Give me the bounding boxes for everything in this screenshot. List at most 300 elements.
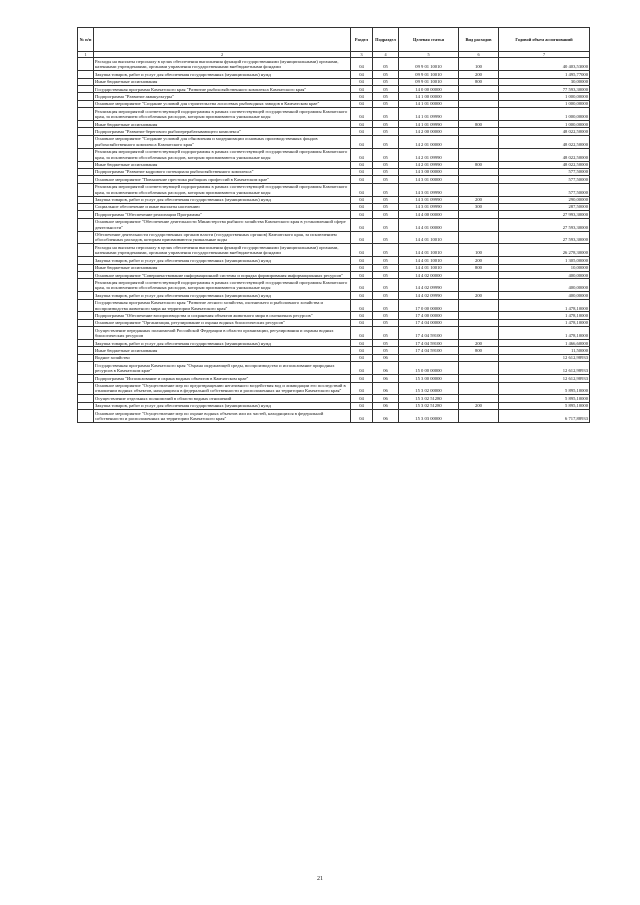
cell-amt: 1 478,10000 bbox=[499, 299, 590, 312]
cell-vr: 800 bbox=[459, 78, 499, 85]
table-row bbox=[78, 231, 590, 244]
cell-sec: 04 bbox=[351, 148, 373, 161]
cell-amt: 290,00000 bbox=[499, 196, 590, 203]
table-row bbox=[78, 218, 590, 231]
cell-num bbox=[78, 279, 94, 292]
cell-amt: 1 000,00000 bbox=[499, 93, 590, 100]
cell-sec: 04 bbox=[351, 354, 373, 361]
table-body bbox=[78, 58, 590, 423]
cell-sub: 06 bbox=[373, 402, 399, 409]
cell-sub: 06 bbox=[373, 382, 399, 395]
cell-sec: 04 bbox=[351, 402, 373, 409]
cell-amt: 400,00000 bbox=[499, 279, 590, 292]
cell-vr bbox=[459, 86, 499, 93]
cell-sec: 04 bbox=[351, 272, 373, 279]
cell-num bbox=[78, 93, 94, 100]
cell-sec: 04 bbox=[351, 410, 373, 423]
table-row bbox=[78, 382, 590, 395]
cell-sec: 04 bbox=[351, 121, 373, 128]
cell-sec: 04 bbox=[351, 135, 373, 148]
cell-name: Подпрограмма "Развитие аквакультуры" bbox=[94, 93, 351, 100]
cell-sec: 04 bbox=[351, 257, 373, 264]
cell-vr bbox=[459, 176, 499, 183]
cell-sec: 04 bbox=[351, 168, 373, 175]
cell-vr: 800 bbox=[459, 161, 499, 168]
cell-sub: 05 bbox=[373, 203, 399, 210]
cell-sec: 04 bbox=[351, 196, 373, 203]
cell-num bbox=[78, 244, 94, 257]
cell-amt: 77 593,30000 bbox=[499, 86, 590, 93]
cell-num bbox=[78, 312, 94, 319]
cell-tgt: 14 1 01 00000 bbox=[399, 100, 459, 107]
cell-sub: 05 bbox=[373, 168, 399, 175]
cell-num bbox=[78, 292, 94, 299]
cell-sub: 05 bbox=[373, 257, 399, 264]
cell-vr: 300 bbox=[459, 203, 499, 210]
cell-num bbox=[78, 382, 94, 395]
col-index: 3 bbox=[351, 52, 373, 58]
cell-amt: 30,00000 bbox=[499, 78, 590, 85]
cell-name: Реализация мероприятий соответствующей подпрограммы в рамках соответствующей государственной программы Камчатского края, за исключением обособленных расходов, которым присваиваются уникальные коды bbox=[94, 279, 351, 292]
cell-num bbox=[78, 218, 94, 231]
cell-amt: 1 478,10000 bbox=[499, 312, 590, 319]
cell-name: Основное мероприятие "Создание условий для строительства лососевых рыбоводных заводов в Камчатском крае" bbox=[94, 100, 351, 107]
cell-amt: 1 000,00000 bbox=[499, 121, 590, 128]
cell-sub: 05 bbox=[373, 135, 399, 148]
cell-vr: 200 bbox=[459, 71, 499, 78]
cell-sub: 05 bbox=[373, 71, 399, 78]
cell-sec: 04 bbox=[351, 218, 373, 231]
cell-tgt: 14 4 01 10010 bbox=[399, 244, 459, 257]
cell-vr bbox=[459, 395, 499, 402]
cell-sec: 04 bbox=[351, 327, 373, 340]
cell-sub: 06 bbox=[373, 375, 399, 382]
cell-tgt: 17 4 04 59100 bbox=[399, 347, 459, 354]
cell-sec: 04 bbox=[351, 340, 373, 347]
cell-tgt: 15 3 02 51280 bbox=[399, 395, 459, 402]
cell-num bbox=[78, 128, 94, 135]
cell-num bbox=[78, 362, 94, 375]
table-row bbox=[78, 148, 590, 161]
table-row bbox=[78, 168, 590, 175]
cell-tgt: 14 3 01 09990 bbox=[399, 203, 459, 210]
cell-tgt: 14 4 01 10010 bbox=[399, 231, 459, 244]
cell-vr bbox=[459, 100, 499, 107]
table-row bbox=[78, 272, 590, 279]
cell-name: Иные бюджетные ассигнования bbox=[94, 347, 351, 354]
cell-vr: 200 bbox=[459, 292, 499, 299]
cell-amt: 48 022,50000 bbox=[499, 128, 590, 135]
cell-vr bbox=[459, 375, 499, 382]
cell-sub: 05 bbox=[373, 58, 399, 71]
cell-amt: 1 478,10000 bbox=[499, 319, 590, 326]
cell-num bbox=[78, 272, 94, 279]
cell-amt: 1 495,77000 bbox=[499, 71, 590, 78]
cell-tgt: 17 4 04 59100 bbox=[399, 340, 459, 347]
cell-vr bbox=[459, 312, 499, 319]
cell-tgt: 14 3 01 09990 bbox=[399, 196, 459, 203]
cell-vr bbox=[459, 93, 499, 100]
cell-sub: 05 bbox=[373, 312, 399, 319]
cell-vr bbox=[459, 231, 499, 244]
cell-amt: 287,50000 bbox=[499, 203, 590, 210]
table-row bbox=[78, 375, 590, 382]
cell-amt: 577,50000 bbox=[499, 168, 590, 175]
cell-sec: 04 bbox=[351, 264, 373, 271]
cell-vr: 200 bbox=[459, 402, 499, 409]
cell-sec: 04 bbox=[351, 93, 373, 100]
cell-amt: 12 612,98933 bbox=[499, 354, 590, 361]
cell-sec: 04 bbox=[351, 312, 373, 319]
cell-vr bbox=[459, 327, 499, 340]
cell-name: Реализация мероприятий соответствующей подпрограммы в рамках соответствующей государственной программы Камчатского края, за исключением обособленных расходов, которым присваиваются уникальные коды bbox=[94, 108, 351, 121]
cell-tgt: 14 2 01 09990 bbox=[399, 148, 459, 161]
table-row bbox=[78, 196, 590, 203]
cell-tgt: 15 3 00 00000 bbox=[399, 375, 459, 382]
budget-table bbox=[77, 27, 590, 423]
cell-name: Осуществление переданных полномочий Российской Федерации в области организации, регулирования и охраны водных биологических ресурсов bbox=[94, 327, 351, 340]
cell-sub: 05 bbox=[373, 183, 399, 196]
table-row bbox=[78, 211, 590, 218]
cell-sub: 05 bbox=[373, 86, 399, 93]
cell-num bbox=[78, 196, 94, 203]
cell-name: Осуществление отдельных полномочий в области водных отношений bbox=[94, 395, 351, 402]
cell-num bbox=[78, 176, 94, 183]
cell-sub: 06 bbox=[373, 410, 399, 423]
cell-tgt: 14 2 00 00000 bbox=[399, 128, 459, 135]
cell-num bbox=[78, 299, 94, 312]
col-index: 6 bbox=[459, 52, 499, 58]
cell-vr bbox=[459, 135, 499, 148]
cell-num bbox=[78, 100, 94, 107]
cell-vr: 200 bbox=[459, 196, 499, 203]
cell-sub: 05 bbox=[373, 148, 399, 161]
cell-name: Закупка товаров, работ и услуг для обеспечения государственных (муниципальных) нужд bbox=[94, 402, 351, 409]
cell-sub: 05 bbox=[373, 264, 399, 271]
cell-tgt: 14 2 01 00000 bbox=[399, 135, 459, 148]
cell-tgt: 14 3 01 09990 bbox=[399, 183, 459, 196]
col-index: 5 bbox=[399, 52, 459, 58]
table-row bbox=[78, 86, 590, 93]
cell-num bbox=[78, 135, 94, 148]
table-row bbox=[78, 203, 590, 210]
cell-vr bbox=[459, 299, 499, 312]
col-index: 7 bbox=[499, 52, 590, 58]
cell-sec: 04 bbox=[351, 161, 373, 168]
cell-amt: 577,50000 bbox=[499, 183, 590, 196]
table-row bbox=[78, 135, 590, 148]
table-row bbox=[78, 327, 590, 340]
cell-sub: 05 bbox=[373, 279, 399, 292]
table-row bbox=[78, 78, 590, 85]
cell-sub: 05 bbox=[373, 340, 399, 347]
header-exptype: Вид расходов bbox=[459, 28, 499, 52]
cell-amt: 5 895,10000 bbox=[499, 382, 590, 395]
cell-tgt: 09 9 01 10010 bbox=[399, 78, 459, 85]
cell-amt: 48 022,50000 bbox=[499, 135, 590, 148]
cell-sub: 06 bbox=[373, 354, 399, 361]
cell-vr bbox=[459, 279, 499, 292]
cell-name: Основное мероприятие "Повышение престижа рыбацких профессий в Камчатском крае" bbox=[94, 176, 351, 183]
cell-tgt: 17 4 00 00000 bbox=[399, 312, 459, 319]
cell-name: Закупка товаров, работ и услуг для обеспечения государственных (муниципальных) нужд bbox=[94, 196, 351, 203]
cell-sec: 04 bbox=[351, 78, 373, 85]
table-row bbox=[78, 319, 590, 326]
cell-tgt: 17 4 04 00000 bbox=[399, 319, 459, 326]
cell-num bbox=[78, 58, 94, 71]
cell-vr bbox=[459, 211, 499, 218]
cell-amt: 1 305,00000 bbox=[499, 257, 590, 264]
table-row bbox=[78, 347, 590, 354]
cell-num bbox=[78, 148, 94, 161]
cell-tgt bbox=[399, 354, 459, 361]
cell-tgt: 14 1 01 09990 bbox=[399, 108, 459, 121]
table-row bbox=[78, 183, 590, 196]
cell-amt: 577,50000 bbox=[499, 176, 590, 183]
col-index: 1 bbox=[78, 52, 94, 58]
table-row bbox=[78, 299, 590, 312]
cell-amt: 48 022,50000 bbox=[499, 148, 590, 161]
cell-tgt: 14 4 00 00000 bbox=[399, 211, 459, 218]
cell-vr: 200 bbox=[459, 257, 499, 264]
cell-name: Иные бюджетные ассигнования bbox=[94, 78, 351, 85]
table-row bbox=[78, 264, 590, 271]
header-target: Целевая статья bbox=[399, 28, 459, 52]
cell-tgt: 14 2 01 09990 bbox=[399, 161, 459, 168]
cell-sec: 04 bbox=[351, 176, 373, 183]
cell-tgt: 14 3 01 00000 bbox=[399, 176, 459, 183]
cell-vr bbox=[459, 362, 499, 375]
cell-sub: 05 bbox=[373, 292, 399, 299]
cell-num bbox=[78, 203, 94, 210]
table-row bbox=[78, 354, 590, 361]
cell-sub: 05 bbox=[373, 231, 399, 244]
cell-sec: 04 bbox=[351, 231, 373, 244]
cell-amt: 400,00000 bbox=[499, 272, 590, 279]
cell-amt: 27 593,30000 bbox=[499, 231, 590, 244]
cell-sec: 04 bbox=[351, 279, 373, 292]
cell-amt: 1 478,10000 bbox=[499, 327, 590, 340]
cell-num bbox=[78, 402, 94, 409]
cell-sub: 05 bbox=[373, 299, 399, 312]
cell-vr bbox=[459, 168, 499, 175]
cell-name: Закупка товаров, работ и услуг для обеспечения государственных (муниципальных) нужд bbox=[94, 292, 351, 299]
cell-sec: 04 bbox=[351, 395, 373, 402]
cell-name: Закупка товаров, работ и услуг для обеспечения государственных (муниципальных) нужд bbox=[94, 71, 351, 78]
table-row bbox=[78, 121, 590, 128]
cell-amt: 5 895,10000 bbox=[499, 402, 590, 409]
cell-tgt: 14 4 02 09990 bbox=[399, 292, 459, 299]
cell-vr bbox=[459, 128, 499, 135]
cell-vr: 800 bbox=[459, 347, 499, 354]
cell-sec: 04 bbox=[351, 183, 373, 196]
cell-sub: 05 bbox=[373, 100, 399, 107]
cell-sub: 05 bbox=[373, 211, 399, 218]
cell-sec: 04 bbox=[351, 86, 373, 93]
header-num: № п/п bbox=[78, 28, 94, 52]
cell-name: Основное мероприятие "Создание условий для обновления и модернизации основных производственных фондов рыбохозяйственного комплекса Камчатского края" bbox=[94, 135, 351, 148]
cell-tgt: 15 3 03 00000 bbox=[399, 410, 459, 423]
table-row bbox=[78, 279, 590, 292]
cell-sub: 05 bbox=[373, 218, 399, 231]
cell-sub: 05 bbox=[373, 161, 399, 168]
cell-num bbox=[78, 340, 94, 347]
cell-sub: 05 bbox=[373, 121, 399, 128]
cell-tgt: 14 0 00 00000 bbox=[399, 86, 459, 93]
cell-name: Основное мероприятие "Обеспечение деятельности Министерства рыбного хозяйства Камчатского края в установленной сфере деятельности" bbox=[94, 218, 351, 231]
cell-tgt: 09 9 01 10010 bbox=[399, 58, 459, 71]
cell-num bbox=[78, 231, 94, 244]
cell-tgt: 15 3 02 51280 bbox=[399, 402, 459, 409]
cell-sub: 05 bbox=[373, 78, 399, 85]
cell-vr: 800 bbox=[459, 121, 499, 128]
cell-sub: 05 bbox=[373, 176, 399, 183]
cell-sub: 05 bbox=[373, 272, 399, 279]
cell-vr bbox=[459, 319, 499, 326]
table-row bbox=[78, 58, 590, 71]
cell-num bbox=[78, 395, 94, 402]
cell-amt: 1 000,00000 bbox=[499, 108, 590, 121]
table-header-row bbox=[78, 28, 590, 52]
table-row bbox=[78, 161, 590, 168]
cell-name: Государственная программа Камчатского края "Развитие лесного хозяйства, охотничьего и рыболовного хозяйства и воспроизводства животного мира на территории Камчатского края" bbox=[94, 299, 351, 312]
cell-amt: 1 466,60000 bbox=[499, 340, 590, 347]
cell-name: Реализация мероприятий соответствующей подпрограммы в рамках соответствующей государственной программы Камчатского края, за исключением обособленных расходов, которым присваиваются уникальные коды bbox=[94, 183, 351, 196]
cell-amt: 11,50000 bbox=[499, 347, 590, 354]
cell-sec: 04 bbox=[351, 211, 373, 218]
cell-tgt: 14 4 01 10010 bbox=[399, 264, 459, 271]
table-row bbox=[78, 244, 590, 257]
cell-sec: 04 bbox=[351, 108, 373, 121]
cell-amt: 5 895,10000 bbox=[499, 395, 590, 402]
cell-num bbox=[78, 354, 94, 361]
col-index: 2 bbox=[94, 52, 351, 58]
table-row bbox=[78, 395, 590, 402]
cell-sec: 04 bbox=[351, 203, 373, 210]
cell-sub: 06 bbox=[373, 362, 399, 375]
cell-tgt: 14 4 01 00000 bbox=[399, 218, 459, 231]
cell-num bbox=[78, 161, 94, 168]
cell-name: Подпрограмма "Обеспечение воспроизводства и сохранения объектов животного мира в охотничьих ресурсов" bbox=[94, 312, 351, 319]
cell-sec: 04 bbox=[351, 362, 373, 375]
cell-num bbox=[78, 410, 94, 423]
cell-tgt: 15 3 02 00000 bbox=[399, 382, 459, 395]
cell-sec: 04 bbox=[351, 292, 373, 299]
cell-tgt: 14 1 01 09990 bbox=[399, 121, 459, 128]
table-row bbox=[78, 176, 590, 183]
table-row bbox=[78, 257, 590, 264]
cell-num bbox=[78, 257, 94, 264]
cell-sec: 04 bbox=[351, 128, 373, 135]
cell-num bbox=[78, 86, 94, 93]
cell-num bbox=[78, 211, 94, 218]
cell-amt: 12 612,98933 bbox=[499, 362, 590, 375]
cell-sec: 04 bbox=[351, 382, 373, 395]
cell-name: Основное мероприятие "Организация, регулирование и охрана водных биологических ресурсов" bbox=[94, 319, 351, 326]
cell-amt: 1 000,00000 bbox=[499, 100, 590, 107]
cell-name: Государственная программа Камчатского края "Охрана окружающей среды, воспроизводство и использование природных ресурсов в Камчатском крае" bbox=[94, 362, 351, 375]
table-row bbox=[78, 410, 590, 423]
cell-sec: 04 bbox=[351, 71, 373, 78]
header-amount: Годовой объем ассигнований bbox=[499, 28, 590, 52]
cell-name: Расходы на выплаты персоналу в целях обеспечения выполнения функций государственными (муниципальными) органами, казенными учреждениями, органами управления государственными внебюджетными фондами bbox=[94, 244, 351, 257]
cell-name: Подпрограмма "Развитие берегового рыбоперерабатывающего комплекса" bbox=[94, 128, 351, 135]
cell-vr bbox=[459, 183, 499, 196]
cell-name: Основное мероприятие "Осуществление мер по предотвращению негативного воздействия вод и ликвидации его последствий в отношении водных объектов, находящихся в федеральной собственности и расположенных на территории Камчатского края" bbox=[94, 382, 351, 395]
cell-name: Государственная программа Камчатского края "Развитие рыбохозяйственного комплекса Камчатского края" bbox=[94, 86, 351, 93]
table-row bbox=[78, 340, 590, 347]
cell-sec: 04 bbox=[351, 375, 373, 382]
cell-num bbox=[78, 375, 94, 382]
cell-sub: 05 bbox=[373, 108, 399, 121]
cell-name: Иные бюджетные ассигнования bbox=[94, 161, 351, 168]
cell-sec: 04 bbox=[351, 244, 373, 257]
cell-tgt: 14 4 01 10010 bbox=[399, 257, 459, 264]
cell-vr: 800 bbox=[459, 264, 499, 271]
cell-sec: 04 bbox=[351, 299, 373, 312]
cell-num bbox=[78, 168, 94, 175]
cell-vr: 100 bbox=[459, 244, 499, 257]
cell-name: Социальное обеспечение и иные выплаты населению bbox=[94, 203, 351, 210]
cell-tgt: 14 4 02 09990 bbox=[399, 279, 459, 292]
cell-sub: 06 bbox=[373, 395, 399, 402]
cell-vr: 100 bbox=[459, 58, 499, 71]
table-row bbox=[78, 292, 590, 299]
cell-num bbox=[78, 121, 94, 128]
cell-name: Подпрограмма "Обеспечение реализации Программы" bbox=[94, 211, 351, 218]
cell-tgt: 17 0 00 00000 bbox=[399, 299, 459, 312]
cell-name: Иные бюджетные ассигнования bbox=[94, 264, 351, 271]
table-row bbox=[78, 362, 590, 375]
table-row bbox=[78, 312, 590, 319]
cell-tgt: 17 4 04 59100 bbox=[399, 327, 459, 340]
cell-tgt: 09 9 01 10010 bbox=[399, 71, 459, 78]
cell-name: Основное мероприятие "Совершенствование информационной системы и порядка формирования информационных ресурсов" bbox=[94, 272, 351, 279]
cell-sec: 04 bbox=[351, 347, 373, 354]
cell-amt: 12 612,98933 bbox=[499, 375, 590, 382]
cell-vr: 200 bbox=[459, 340, 499, 347]
header-section: Раздел bbox=[351, 28, 373, 52]
cell-num bbox=[78, 319, 94, 326]
cell-sub: 05 bbox=[373, 319, 399, 326]
cell-amt: 27 993,30000 bbox=[499, 211, 590, 218]
cell-tgt: 14 3 00 00000 bbox=[399, 168, 459, 175]
table-row bbox=[78, 71, 590, 78]
cell-amt: 27 593,30000 bbox=[499, 218, 590, 231]
cell-num bbox=[78, 183, 94, 196]
cell-num bbox=[78, 108, 94, 121]
table-row bbox=[78, 93, 590, 100]
header-name bbox=[94, 28, 351, 52]
cell-sub: 05 bbox=[373, 347, 399, 354]
cell-vr bbox=[459, 108, 499, 121]
cell-name: Расходы на выплаты персоналу в целях обеспечения выполнения функций государственными (муниципальными) органами, казенными учреждениями, органами управления государственными внебюджетными фондами bbox=[94, 58, 351, 71]
cell-name: Закупка товаров, работ и услуг для обеспечения государственных (муниципальных) нужд bbox=[94, 257, 351, 264]
cell-tgt: 14 1 00 00000 bbox=[399, 93, 459, 100]
col-index: 4 bbox=[373, 52, 399, 58]
cell-num bbox=[78, 264, 94, 271]
cell-sub: 05 bbox=[373, 93, 399, 100]
cell-amt: 48 022,50000 bbox=[499, 161, 590, 168]
cell-vr bbox=[459, 382, 499, 395]
cell-num bbox=[78, 347, 94, 354]
cell-vr bbox=[459, 354, 499, 361]
cell-name: Закупка товаров, работ и услуг для обеспечения государственных (муниципальных) нужд bbox=[94, 340, 351, 347]
table-row bbox=[78, 100, 590, 107]
cell-name: Реализация мероприятий соответствующей подпрограммы в рамках соответствующей государственной программы Камчатского края, за исключением обособленных расходов, которым присваиваются уникальные коды bbox=[94, 148, 351, 161]
cell-amt: 6 717,88933 bbox=[499, 410, 590, 423]
cell-sec: 04 bbox=[351, 58, 373, 71]
